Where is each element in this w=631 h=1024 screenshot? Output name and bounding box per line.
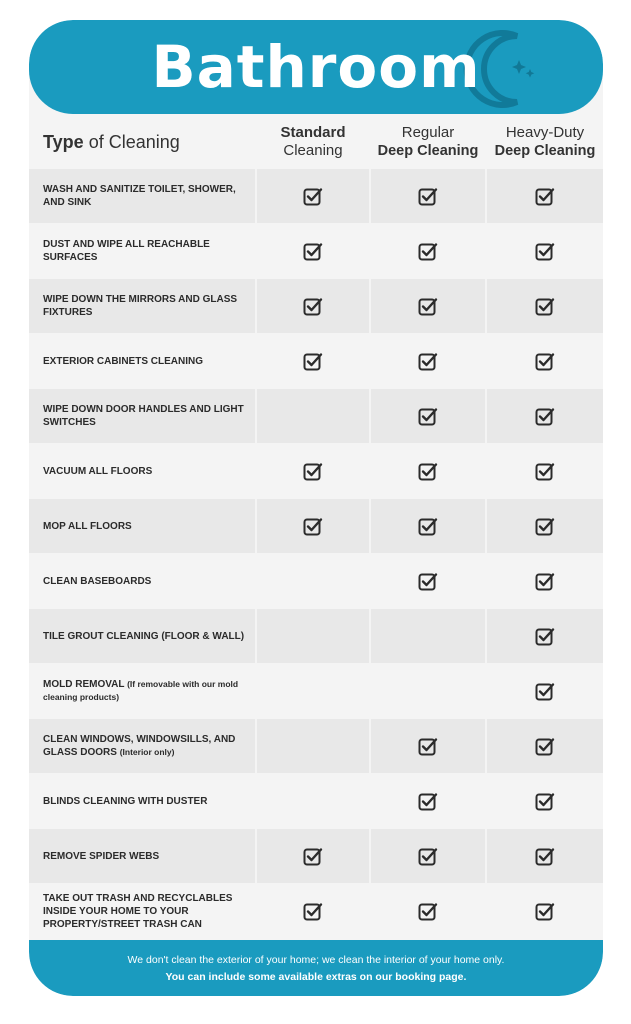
check-cell — [257, 829, 369, 883]
row-label-text: WIPE DOWN THE MIRRORS AND GLASS FIXTURES — [43, 294, 238, 318]
check-cell — [487, 884, 603, 938]
check-cell — [371, 334, 485, 388]
check-cell — [371, 774, 485, 828]
check-cell — [487, 774, 603, 828]
table-row — [29, 389, 603, 443]
row-label-text: REMOVE SPIDER WEBS — [43, 850, 160, 862]
footer-note: We don't clean the exterior of your home; we clean the interior of your home only. — [127, 954, 505, 966]
row-label-text: TAKE OUT TRASH AND RECYCLABLES INSIDE YOUR HOME TO YOUR PROPERTY/STREET TRASH CAN — [43, 892, 233, 930]
check-cell — [371, 664, 485, 718]
table-row — [29, 664, 603, 718]
checkbox-checked-icon — [418, 571, 438, 591]
checkbox-checked-icon — [535, 846, 555, 866]
type-column-header — [29, 116, 255, 168]
row-label-text: DUST AND WIPE ALL REACHABLE SURFACES — [43, 239, 210, 263]
checkbox-checked-icon — [418, 406, 438, 426]
row-label-text: EXTERIOR CABINETS CLEANING — [43, 355, 204, 367]
row-label — [43, 609, 251, 663]
checkbox-checked-icon — [418, 461, 438, 481]
check-cell — [487, 389, 603, 443]
row-label-text: BLINDS CLEANING WITH DUSTER — [43, 795, 208, 807]
row-label-note: (Interior only) — [119, 747, 175, 757]
checkbox-checked-icon — [418, 186, 438, 206]
check-cell — [371, 444, 485, 498]
row-label-cell — [29, 444, 255, 498]
row-label — [43, 884, 251, 938]
heavy-header-line2: Deep Cleaning — [494, 143, 596, 159]
checkbox-checked-icon — [535, 186, 555, 206]
row-label-cell — [29, 554, 255, 608]
row-label — [43, 829, 251, 883]
check-cell — [257, 334, 369, 388]
check-cell — [257, 554, 369, 608]
check-cell — [257, 664, 369, 718]
check-cell — [371, 554, 485, 608]
check-cell — [371, 279, 485, 333]
checkbox-checked-icon — [303, 901, 323, 921]
check-cell — [371, 389, 485, 443]
check-cell — [487, 334, 603, 388]
row-label-text: TILE GROUT CLEANING (FLOOR & WALL) — [43, 630, 245, 642]
check-cell — [487, 719, 603, 773]
table-header — [29, 116, 603, 168]
row-label — [43, 774, 251, 828]
type-header-bold: Type — [43, 131, 84, 152]
table-row — [29, 609, 603, 663]
table-row — [29, 499, 603, 553]
title-banner — [29, 20, 603, 114]
footer-banner — [29, 940, 603, 996]
row-label-text: CLEAN WINDOWS, WINDOWSILLS, AND GLASS DOORS — [43, 734, 236, 758]
row-label-cell — [29, 609, 255, 663]
heavy-duty-column-header — [487, 116, 603, 168]
checkbox-checked-icon — [303, 186, 323, 206]
checkbox-checked-icon — [535, 791, 555, 811]
row-label-text: WIPE DOWN DOOR HANDLES AND LIGHT SWITCHES — [43, 404, 244, 428]
check-cell — [487, 664, 603, 718]
row-label — [43, 389, 251, 443]
checkbox-checked-icon — [303, 846, 323, 866]
row-label — [43, 444, 251, 498]
row-label-cell — [29, 829, 255, 883]
row-label-text: CLEAN BASEBOARDS — [43, 575, 152, 587]
checkbox-checked-icon — [418, 516, 438, 536]
row-label — [43, 224, 251, 278]
checkbox-checked-icon — [535, 516, 555, 536]
check-cell — [487, 499, 603, 553]
checkbox-checked-icon — [535, 736, 555, 756]
checkbox-checked-icon — [418, 241, 438, 261]
checkbox-checked-icon — [535, 241, 555, 261]
row-label-cell — [29, 884, 255, 938]
check-cell — [487, 829, 603, 883]
check-cell — [257, 169, 369, 223]
checkbox-checked-icon — [535, 901, 555, 921]
check-cell — [371, 169, 485, 223]
regular-header-line1: Regular — [401, 124, 455, 141]
check-cell — [487, 169, 603, 223]
table-row — [29, 334, 603, 388]
check-cell — [257, 279, 369, 333]
checkbox-checked-icon — [418, 901, 438, 921]
row-label-note: (If removable with our mold cleaning products) — [43, 679, 239, 702]
check-cell — [371, 609, 485, 663]
row-label-cell — [29, 389, 255, 443]
row-label-cell — [29, 224, 255, 278]
regular-header-line2: Deep Cleaning — [377, 143, 479, 159]
row-label-cell — [29, 719, 255, 773]
checkbox-checked-icon — [535, 461, 555, 481]
check-cell — [257, 224, 369, 278]
checkbox-checked-icon — [303, 516, 323, 536]
row-label-cell — [29, 774, 255, 828]
check-cell — [371, 224, 485, 278]
checkbox-checked-icon — [535, 296, 555, 316]
checkbox-checked-icon — [535, 406, 555, 426]
check-cell — [257, 774, 369, 828]
table-row — [29, 279, 603, 333]
check-cell — [371, 719, 485, 773]
check-cell — [487, 444, 603, 498]
row-label-cell — [29, 334, 255, 388]
checkbox-checked-icon — [303, 241, 323, 261]
checkbox-checked-icon — [418, 791, 438, 811]
checkbox-checked-icon — [418, 351, 438, 371]
check-cell — [257, 499, 369, 553]
table-row — [29, 554, 603, 608]
checkbox-checked-icon — [303, 461, 323, 481]
regular-deep-column-header — [371, 116, 485, 168]
check-cell — [371, 499, 485, 553]
table-row — [29, 169, 603, 223]
check-cell — [257, 444, 369, 498]
table-row — [29, 829, 603, 883]
row-label-text: MOLD REMOVAL — [43, 679, 125, 690]
standard-header-line1: Standard — [280, 124, 346, 141]
check-cell — [257, 609, 369, 663]
table-row — [29, 444, 603, 498]
checkbox-checked-icon — [418, 736, 438, 756]
type-header-rest: of Cleaning — [88, 131, 180, 152]
table-row — [29, 224, 603, 278]
row-label — [43, 664, 251, 718]
row-label-cell — [29, 169, 255, 223]
heavy-header-line1: Heavy-Duty — [505, 124, 585, 141]
check-cell — [487, 279, 603, 333]
page-title: Bathroom — [151, 33, 481, 101]
check-cell — [371, 829, 485, 883]
checkbox-checked-icon — [303, 296, 323, 316]
check-cell — [257, 389, 369, 443]
table-row — [29, 719, 603, 773]
pricing-card — [29, 20, 603, 996]
checkbox-checked-icon — [535, 351, 555, 371]
table-row — [29, 774, 603, 828]
check-cell — [487, 554, 603, 608]
row-label — [43, 554, 251, 608]
row-label — [43, 169, 251, 223]
row-label-text: WASH AND SANITIZE TOILET, SHOWER, AND SINK — [43, 184, 236, 208]
checkbox-checked-icon — [418, 296, 438, 316]
standard-header-line2: Cleaning — [283, 142, 343, 159]
row-label-text: VACUUM ALL FLOORS — [43, 465, 153, 477]
check-cell — [487, 609, 603, 663]
row-label — [43, 279, 251, 333]
check-cell — [371, 884, 485, 938]
checkbox-checked-icon — [535, 626, 555, 646]
row-label — [43, 719, 251, 773]
row-label-text: MOP ALL FLOORS — [43, 520, 132, 532]
footer-extras-note: You can include some available extras on our booking page. — [165, 971, 467, 983]
row-label-cell — [29, 664, 255, 718]
check-cell — [257, 884, 369, 938]
standard-column-header — [257, 116, 369, 168]
row-label-cell — [29, 279, 255, 333]
row-label — [43, 499, 251, 553]
checkbox-checked-icon — [418, 846, 438, 866]
row-label-cell — [29, 499, 255, 553]
checkbox-checked-icon — [535, 681, 555, 701]
check-cell — [487, 224, 603, 278]
checkbox-checked-icon — [535, 571, 555, 591]
check-cell — [257, 719, 369, 773]
table-row — [29, 884, 603, 938]
checkbox-checked-icon — [303, 351, 323, 371]
row-label — [43, 334, 251, 388]
